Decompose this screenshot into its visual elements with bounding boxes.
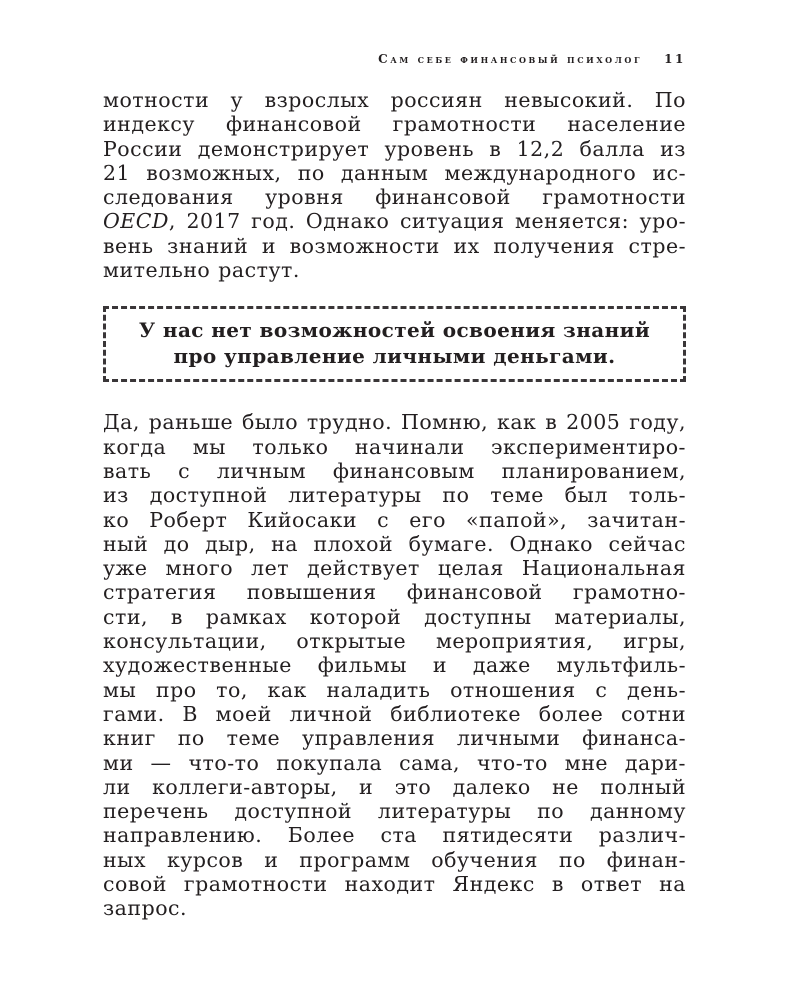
text-line: следования уровня финансовой грамотности [103,185,686,210]
text-line: перечень доступной литературы по данному [103,799,686,824]
text-line: вень знаний и возможности их получения стре- [103,233,686,258]
text-line: мотности у взрослых россиян невысокий. По [103,88,686,112]
text-line: уже много лет действует целая Национальная [103,556,686,581]
page-number: 11 [664,52,686,66]
text-line: художественные фильмы и даже мультфиль- [103,653,686,678]
book-page [103,52,686,921]
text-line: стратегия повышения финансовой грамотно- [103,580,686,605]
callout-line: про управление личными деньгами. [173,344,616,369]
callout-line: У нас нет возможностей освоения знаний [138,318,651,343]
callout-box [103,306,686,382]
text-line: ный до дыр, на плохой бумаге. Однако сейчас [103,531,686,556]
running-title: Сам себе финансовый психолог [378,52,643,66]
text-line: сти, в рамках которой доступны материалы, [103,604,686,629]
text-line: книг по теме управления личными финанса- [103,726,686,751]
text-line: мы про то, как наладить отношения с день- [103,677,686,702]
paragraph-2 [103,410,686,920]
text-line: когда мы только начинали экспериментиро- [103,434,686,459]
text-fragment: , 2017 год. Однако ситуация меняется: уро- [168,209,686,234]
text-line: 21 возможных, по данным международного ис- [103,160,686,185]
text-line [103,209,686,233]
text-line: из доступной литературы по теме был толь- [103,483,686,508]
text-line: гами. В моей личной библиотеке более сотни [103,701,686,726]
text-line: ных курсов и программ обучения по финан- [103,847,686,872]
text-line: ко Роберт Кийосаки с его «папой», зачитан- [103,507,686,532]
text-line: мительно растут. [103,258,300,283]
text-line: России демонстрирует уровень в 12,2 балла из [103,136,686,161]
text-line: индексу финансовой грамотности население [103,112,686,137]
text-line: направлению. Более ста пятидесяти различ- [103,823,686,848]
oecd-abbreviation: OECD [103,209,169,234]
text-line: вать с личным финансовым планированием, [103,458,686,483]
text-line: ли коллеги-авторы, и это далеко не полный [103,774,686,799]
running-head [103,52,686,80]
text-line: запрос. [103,896,188,921]
text-line: консультации, открытые мероприятия, игры, [103,629,686,654]
paragraph-1 [103,88,686,282]
text-line: ми — что-то покупала сама, что-то мне дари- [103,750,686,775]
text-line: совой грамотности находит Яндекс в ответ на [103,872,686,897]
text-line: Да, раньше было трудно. Помню, как в 2005 году, [103,410,686,435]
